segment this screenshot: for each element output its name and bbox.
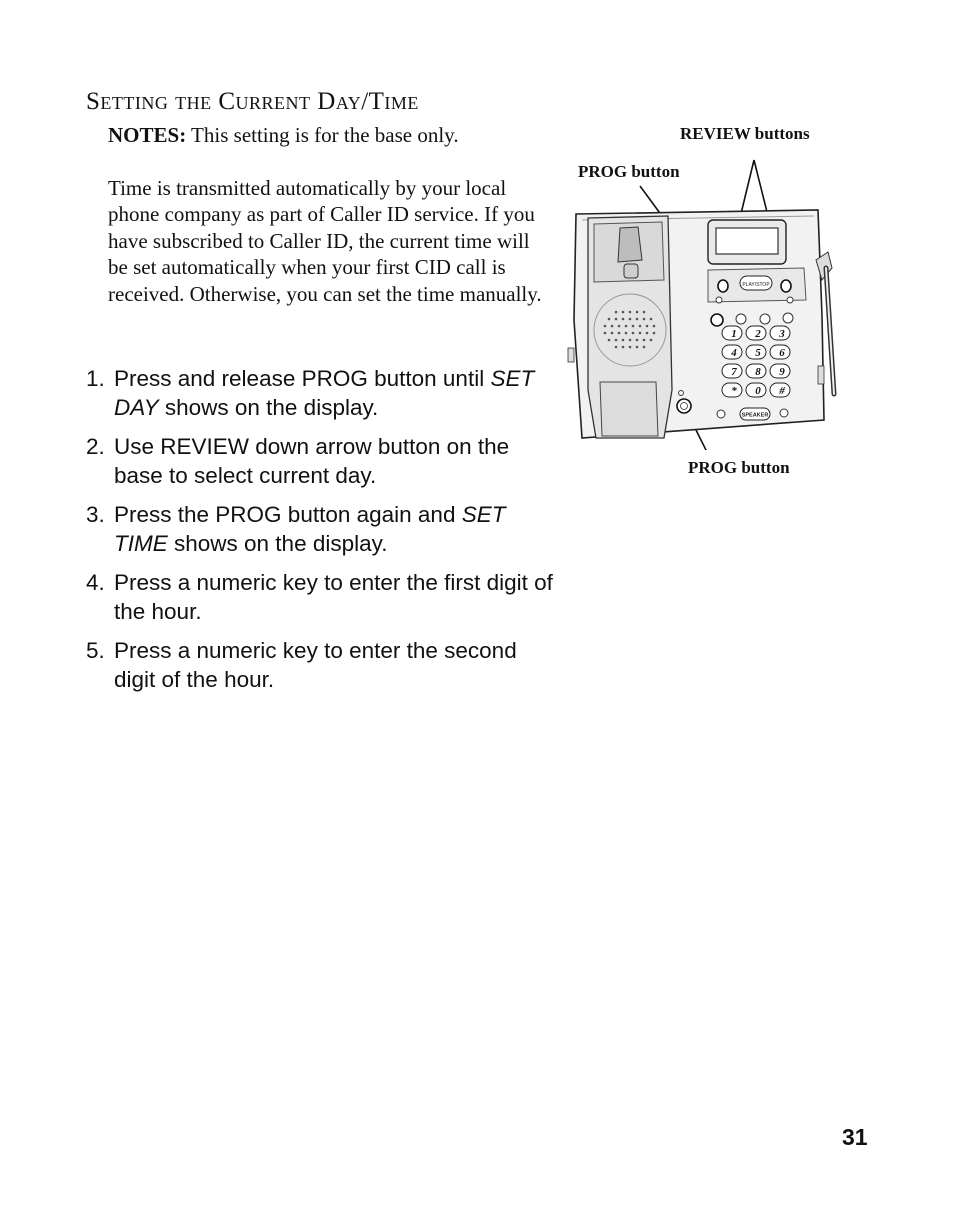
step-text-end: shows on the display. xyxy=(158,395,379,420)
callout-prog-button-top: PROG button xyxy=(578,162,680,181)
keypad-key-label: 5 xyxy=(755,347,761,359)
step-display-text: SET TIME xyxy=(114,502,506,556)
step-text: Press the PROG button again and xyxy=(114,502,462,527)
keypad-key-label: 6 xyxy=(779,347,785,359)
charging-contact-icon xyxy=(618,227,642,262)
step-number: 5. xyxy=(86,638,105,663)
callout-prog-button-bottom: PROG button xyxy=(688,458,790,477)
step-display-text: SET DAY xyxy=(114,366,535,420)
step-item xyxy=(86,500,556,558)
step-item xyxy=(86,432,556,490)
notes-lead: NOTES: xyxy=(108,123,187,147)
step-text-end: shows on the display. xyxy=(167,531,388,556)
function-button xyxy=(783,313,793,323)
step-text: Use REVIEW down arrow button on the base to select current day. xyxy=(114,434,510,488)
step-number: 1. xyxy=(86,366,105,391)
speaker-button-label: SPEAKER xyxy=(741,412,769,419)
keypad-key-label: 4 xyxy=(731,347,737,359)
prog-button xyxy=(711,314,723,326)
review-down-button xyxy=(718,280,728,292)
step-item xyxy=(86,636,556,694)
keypad-key-label: * xyxy=(731,385,737,397)
keypad-key-label: 1 xyxy=(731,328,737,340)
notes-block xyxy=(108,122,548,307)
function-button xyxy=(736,314,746,324)
notes-text-1: This setting is for the base only. xyxy=(186,123,459,147)
step-text: Press a numeric key to enter the first digit of the hour. xyxy=(114,570,553,624)
section-heading: Setting the Current Day/Time xyxy=(86,88,419,115)
keypad-key-label: 7 xyxy=(731,366,737,378)
notes-paragraph: Time is transmitted automatically by your local phone company as part of Caller ID service. If you have subscribed to Caller ID, the current time will be set automatically when your first CID call is received. Otherwise, you can set the time manually. xyxy=(108,175,542,306)
callout-review-buttons: REVIEW buttons xyxy=(680,124,810,143)
keypad-key-label: 8 xyxy=(755,366,761,378)
keypad-key-label: 2 xyxy=(755,328,761,340)
function-button xyxy=(760,314,770,324)
step-number: 4. xyxy=(86,570,105,595)
step-item xyxy=(86,568,556,626)
step-text: Press a numeric key to enter the second digit of the hour. xyxy=(114,638,517,692)
play-stop-label: PLAY/STOP xyxy=(742,282,770,288)
notes-first-line xyxy=(108,122,548,149)
page-number: 31 xyxy=(842,1124,868,1150)
keypad-key-label: 0 xyxy=(755,385,761,397)
review-up-button xyxy=(781,280,791,292)
phone-base-illustration xyxy=(560,120,850,450)
keypad-key-label: 3 xyxy=(779,328,785,340)
step-text: Press and release PROG button until xyxy=(114,366,491,391)
step-item xyxy=(86,364,556,422)
step-number: 3. xyxy=(86,502,105,527)
lcd-display xyxy=(716,228,778,254)
step-number: 2. xyxy=(86,434,105,459)
keypad-key-label: 9 xyxy=(779,366,785,378)
steps-list xyxy=(86,364,556,704)
keypad-key-label: # xyxy=(779,385,785,397)
